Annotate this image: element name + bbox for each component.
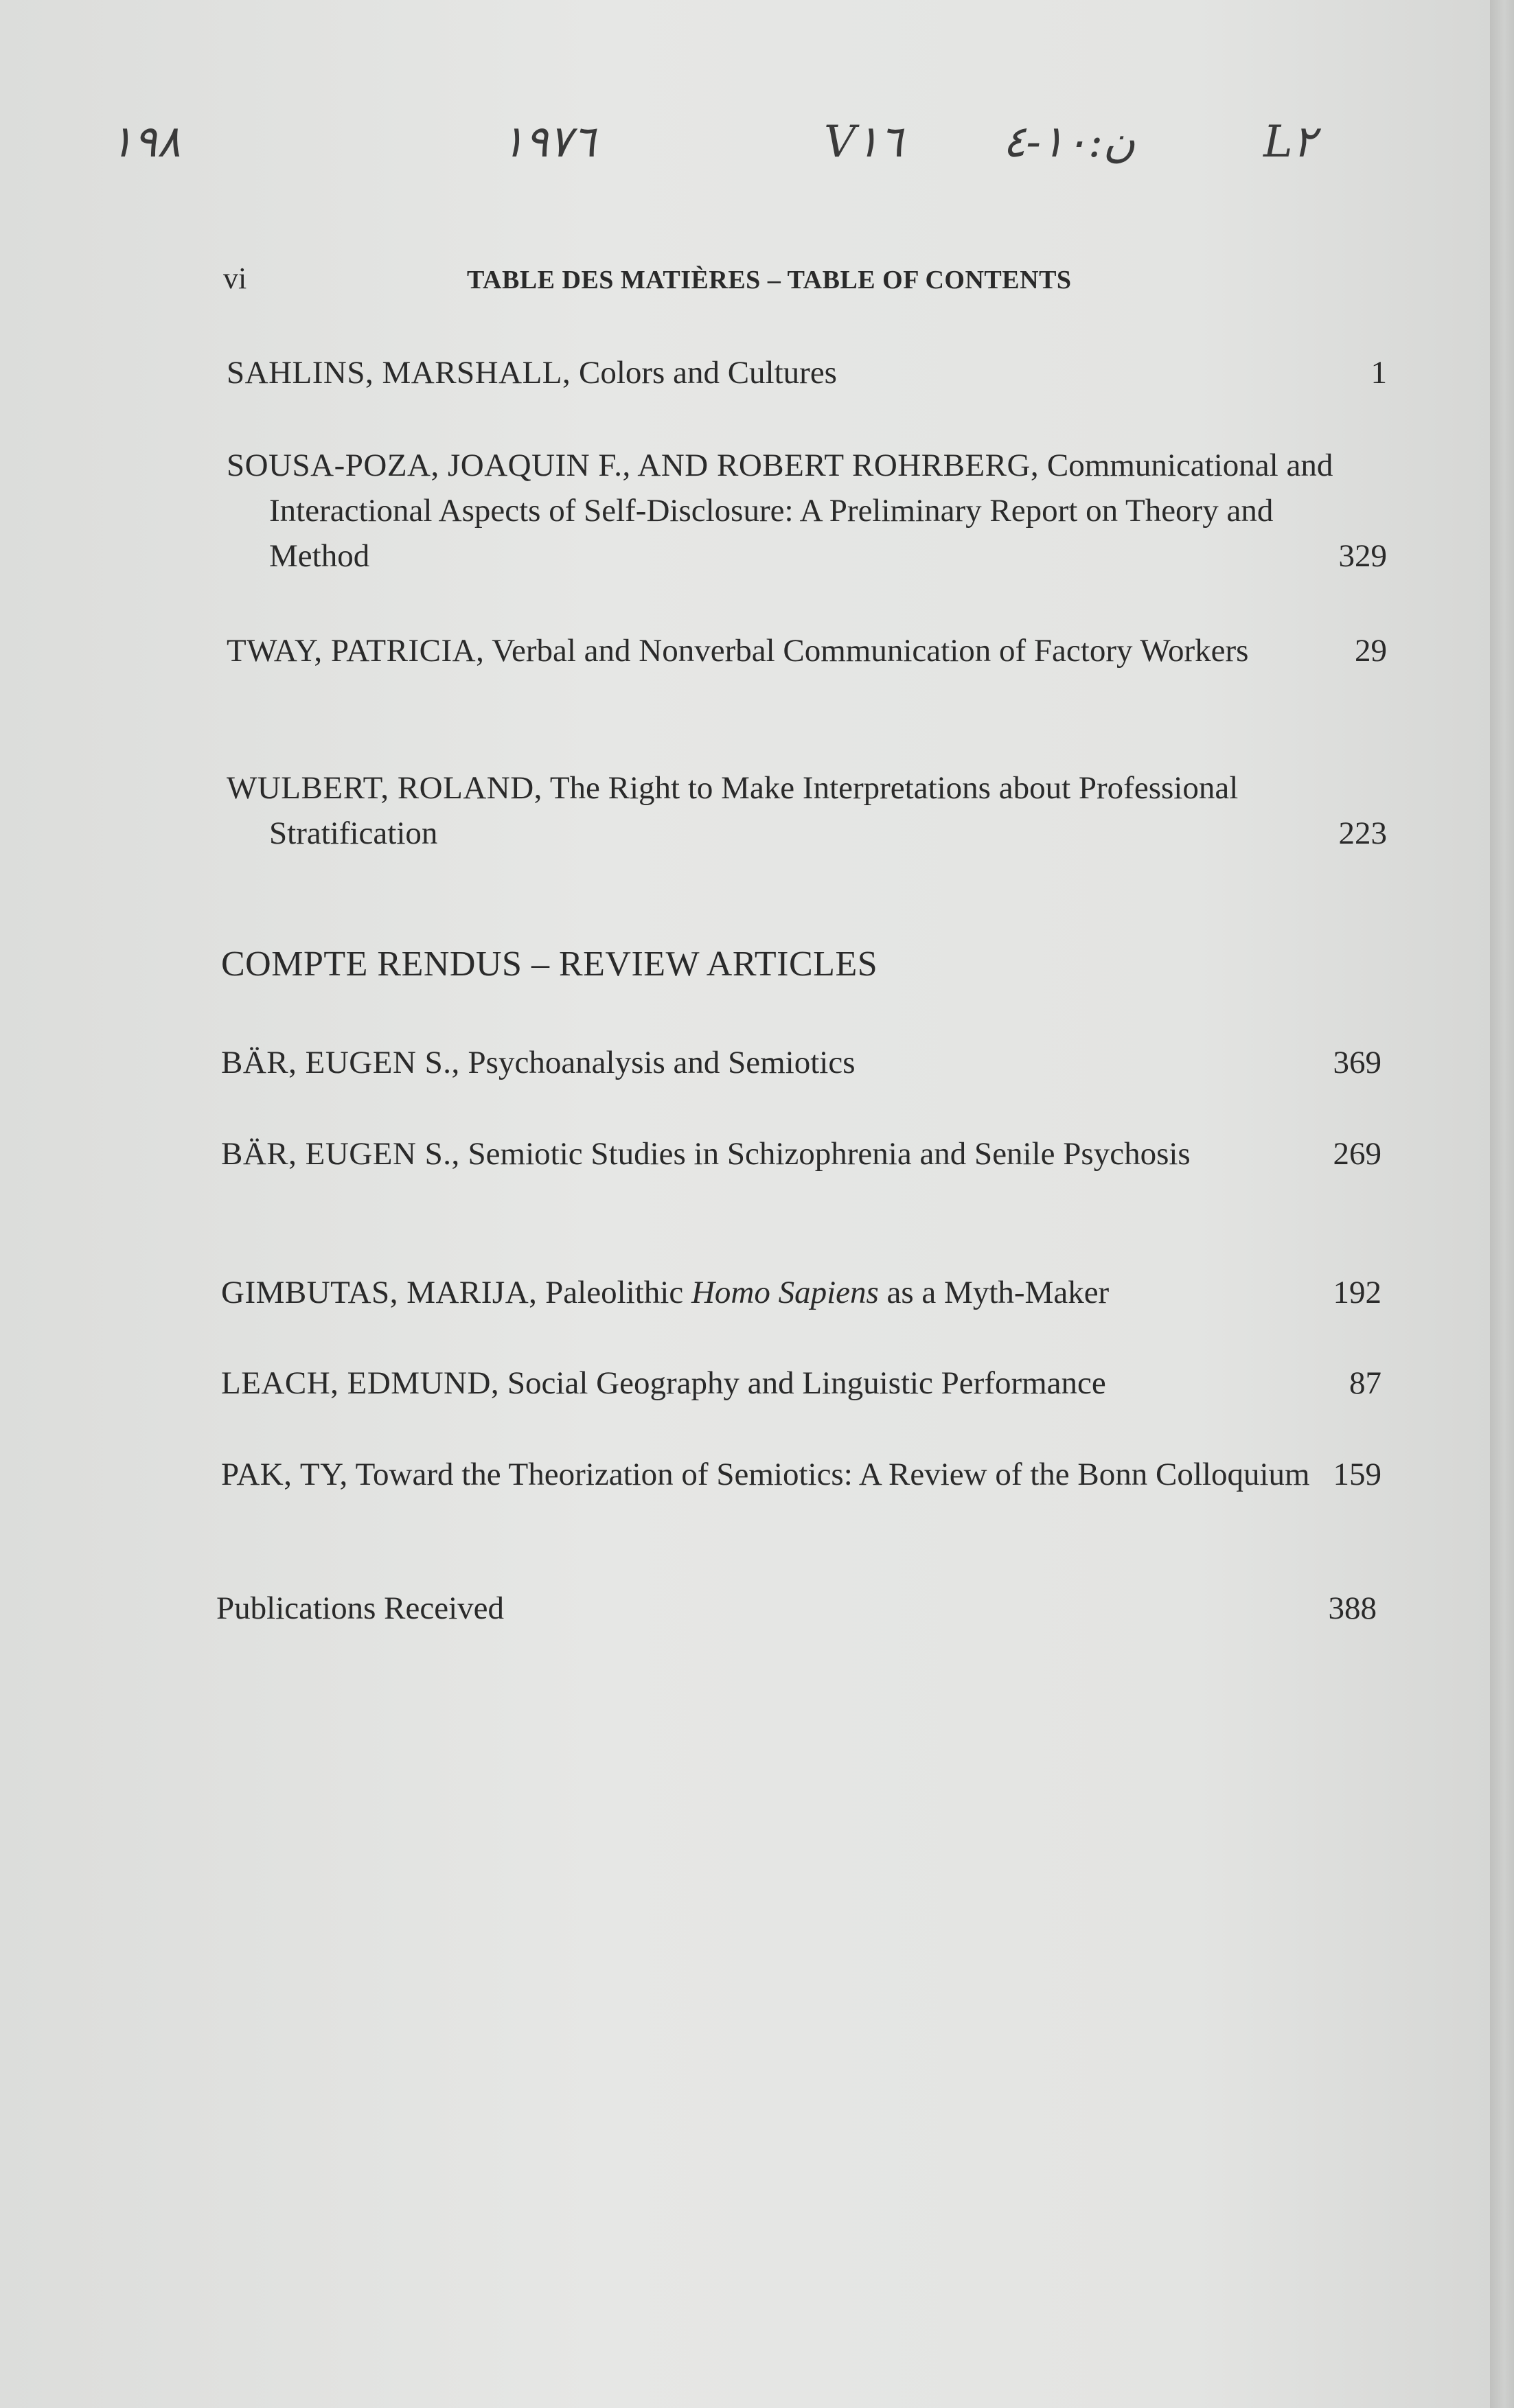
toc-page-number: 369 [1333,1045,1381,1080]
toc-author: BÄR, EUGEN S., [221,1136,460,1172]
toc-entry-text [221,1270,1362,1315]
toc-author: PAK, TY, [221,1457,348,1492]
toc-entry-text [227,350,1368,395]
toc-author: LEACH, EDMUND, [221,1365,500,1401]
toc-title: Toward the Theorization of Semiotics: A Review of the Bonn Colloquium [355,1457,1310,1492]
section-heading: COMPTE RENDUS – REVIEW ARTICLES [221,945,878,984]
toc-page-number: 388 [1328,1590,1377,1626]
toc-title-italic: Homo Sapiens [691,1275,879,1310]
page-folio: vi [223,262,247,295]
handwritten-note: ١٩٨ [110,117,181,167]
toc-entry[interactable] [227,765,1387,856]
toc-entry[interactable] [221,1131,1381,1177]
toc-entry-text [221,1452,1362,1497]
toc-title: Social Geography and Linguistic Performance [507,1365,1106,1401]
toc-page-number: 269 [1333,1136,1381,1172]
toc-page-number: 87 [1349,1365,1381,1401]
toc-page-number: 159 [1333,1457,1381,1492]
toc-author: GIMBUTAS, MARIJA, [221,1275,538,1310]
toc-entry[interactable] [221,1361,1381,1406]
toc-title: Colors and Cultures [579,355,837,391]
toc-page-number: 29 [1355,633,1387,669]
handwritten-note: ١٩٧٦ [501,117,596,167]
toc-entry-text [227,765,1368,856]
toc-entry[interactable] [221,1270,1381,1315]
toc-author: TWAY, PATRICIA, [227,633,485,669]
toc-title: Semiotic Studies in Schizophrenia and Senile Psychosis [468,1136,1191,1172]
page-header [223,261,1377,309]
toc-entry[interactable] [227,443,1387,579]
toc-entry[interactable] [221,1452,1381,1497]
toc-title-prefix: Paleolithic [545,1275,684,1310]
toc-title: Psychoanalysis and Semiotics [468,1045,856,1080]
toc-entry[interactable] [216,1586,1377,1631]
handwritten-note: V١٦ [824,117,903,167]
toc-entry[interactable] [221,1040,1381,1085]
handwritten-note: ن:١٠-٤ [1002,117,1136,167]
toc-page-number: 223 [1338,815,1387,851]
handwritten-note: L٢ [1263,117,1316,167]
toc-title: Publications Received [216,1590,504,1626]
toc-entry-text [227,628,1368,673]
toc-author: WULBERT, ROLAND, [227,770,542,806]
toc-entry[interactable] [227,350,1387,395]
toc-author: SAHLINS, MARSHALL, [227,355,571,391]
toc-author: SOUSA-POZA, JOAQUIN F., AND ROBERT ROHRBERG, [227,448,1040,483]
handwritten-annotations [0,117,1490,199]
toc-entry-text [221,1040,1362,1085]
toc-page-number: 1 [1370,355,1387,391]
toc-entry-text [227,443,1368,579]
toc-title: The Right to Make Interpretations about Professional Stratification [269,770,1239,851]
toc-title-suffix: as a Myth-Maker [886,1275,1110,1310]
page-edge [1490,0,1514,2408]
toc-author: BÄR, EUGEN S., [221,1045,460,1080]
toc-title: Verbal and Nonverbal Communication of Factory Workers [492,633,1249,669]
toc-entry[interactable] [227,628,1387,673]
toc-title: Communicational and Interactional Aspects of Self-Disclosure: A Preliminary Report on Theory and Method [269,448,1333,574]
toc-entry-text [221,1131,1362,1177]
toc-entry-text [221,1361,1362,1406]
toc-entry-text [216,1586,1357,1631]
running-head: TABLE DES MATIÈRES – TABLE OF CONTENTS [467,266,1072,294]
toc-page-number: 329 [1338,538,1387,574]
toc-page-number: 192 [1333,1275,1381,1310]
